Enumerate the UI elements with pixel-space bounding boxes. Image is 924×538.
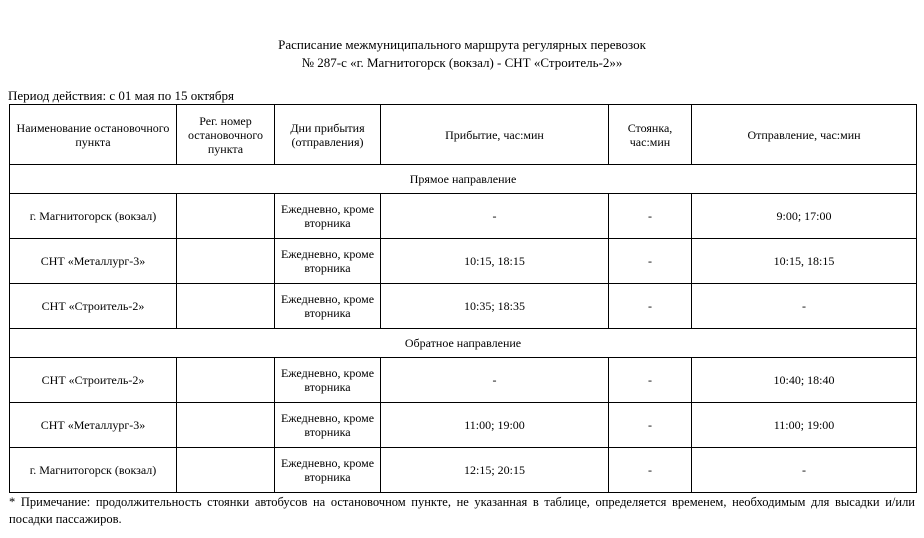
cell-reg <box>177 239 275 284</box>
cell-stay: - <box>609 403 692 448</box>
document-title <box>0 36 924 72</box>
cell-stop: СНТ «Строитель-2» <box>10 284 177 329</box>
cell-stay: - <box>609 194 692 239</box>
cell-departure: - <box>692 284 917 329</box>
cell-days: Ежедневно, кроме вторника <box>275 448 381 493</box>
footnote: * Примечание: продолжительность стоянки автобусов на остановочном пункте, не указанная в таблице, определяется временем, необходимым для высадки и/или посадки пассажиров. <box>9 495 915 526</box>
cell-stop: СНТ «Строитель-2» <box>10 358 177 403</box>
table-row <box>10 403 917 448</box>
header-stop-name: Наименование остановочного пункта <box>10 105 177 165</box>
cell-reg <box>177 403 275 448</box>
cell-departure: 9:00; 17:00 <box>692 194 917 239</box>
section-row-forward <box>10 165 917 194</box>
cell-days: Ежедневно, кроме вторника <box>275 284 381 329</box>
section-title-forward: Прямое направление <box>10 165 917 194</box>
schedule-table <box>9 104 917 493</box>
cell-arrival: 10:35; 18:35 <box>381 284 609 329</box>
cell-departure: - <box>692 448 917 493</box>
table-row <box>10 284 917 329</box>
cell-days: Ежедневно, кроме вторника <box>275 239 381 284</box>
validity-period: Период действия: с 01 мая по 15 октября <box>8 88 234 103</box>
cell-stop: г. Магнитогорск (вокзал) <box>10 194 177 239</box>
header-reg-number: Рег. номер остановочного пункта <box>177 105 275 165</box>
cell-arrival: 11:00; 19:00 <box>381 403 609 448</box>
cell-stay: - <box>609 358 692 403</box>
table-row <box>10 194 917 239</box>
cell-stop: СНТ «Металлург-3» <box>10 239 177 284</box>
cell-days: Ежедневно, кроме вторника <box>275 194 381 239</box>
cell-arrival: - <box>381 358 609 403</box>
cell-departure: 10:15, 18:15 <box>692 239 917 284</box>
header-arrival: Прибытие, час:мин <box>381 105 609 165</box>
section-title-return: Обратное направление <box>10 329 917 358</box>
header-stay: Стоянка, час:мин <box>609 105 692 165</box>
cell-stay: - <box>609 448 692 493</box>
title-line-1: Расписание межмуниципального маршрута регулярных перевозок <box>278 37 646 52</box>
cell-stop: г. Магнитогорск (вокзал) <box>10 448 177 493</box>
cell-days: Ежедневно, кроме вторника <box>275 403 381 448</box>
cell-days: Ежедневно, кроме вторника <box>275 358 381 403</box>
section-row-return <box>10 329 917 358</box>
header-departure: Отправление, час:мин <box>692 105 917 165</box>
cell-stop: СНТ «Металлург-3» <box>10 403 177 448</box>
table-row <box>10 358 917 403</box>
cell-departure: 11:00; 19:00 <box>692 403 917 448</box>
cell-stay: - <box>609 239 692 284</box>
table-header-row <box>10 105 917 165</box>
cell-departure: 10:40; 18:40 <box>692 358 917 403</box>
cell-reg <box>177 448 275 493</box>
cell-stay: - <box>609 284 692 329</box>
cell-reg <box>177 194 275 239</box>
header-days: Дни прибытия (отправления) <box>275 105 381 165</box>
cell-arrival: - <box>381 194 609 239</box>
table-row <box>10 239 917 284</box>
cell-arrival: 10:15, 18:15 <box>381 239 609 284</box>
table-row <box>10 448 917 493</box>
cell-reg <box>177 358 275 403</box>
cell-arrival: 12:15; 20:15 <box>381 448 609 493</box>
title-line-2: № 287-с «г. Магнитогорск (вокзал) - СНТ «Строитель-2»» <box>301 55 623 70</box>
cell-reg <box>177 284 275 329</box>
